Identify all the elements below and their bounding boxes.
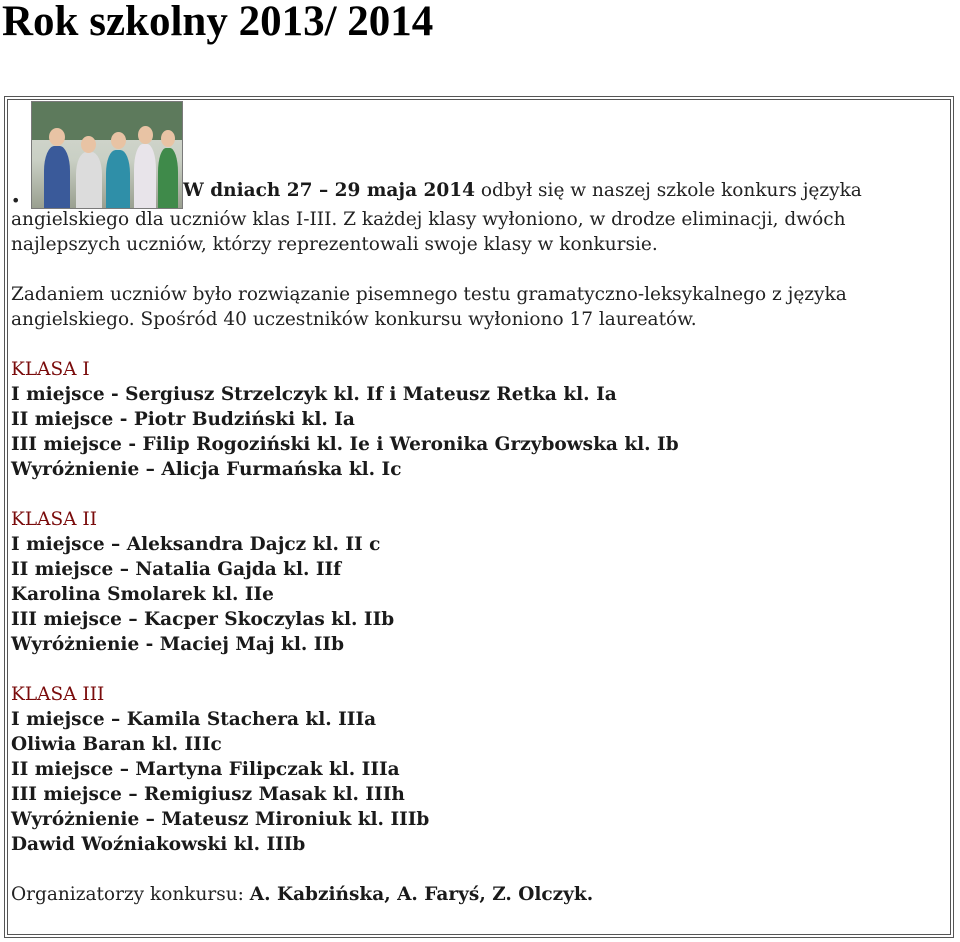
class-1-line: II miejsce - Piotr Budziński kl. Ia xyxy=(11,409,355,430)
photo-contest-winners xyxy=(31,101,183,209)
class-2-line: Karolina Smolarek kl. IIe xyxy=(11,584,274,605)
class-1-line: III miejsce - Filip Rogoziński kl. Ie i Weronika Grzybowska kl. Ib xyxy=(11,434,679,455)
article-content xyxy=(11,101,941,907)
organizers-label: Organizatorzy konkursu: xyxy=(11,884,250,905)
organizers-names: A. Kabzińska, A. Faryś, Z. Olczyk. xyxy=(249,884,594,905)
class-1-line: I miejsce - Sergiusz Strzelczyk kl. If i Mateusz Retka kl. Ia xyxy=(11,384,617,405)
class-2-line: III miejsce – Kacper Skoczylas kl. IIb xyxy=(11,609,395,630)
intro-line3: najlepszych uczniów, którzy reprezentowali swoje klasy w konkursie. xyxy=(11,234,658,255)
class-2-heading: KLASA II xyxy=(11,509,97,530)
class-3-line: Oliwia Baran kl. IIIc xyxy=(11,734,222,755)
intro-block xyxy=(11,101,941,257)
photo-row xyxy=(11,101,941,207)
class-1-line: Wyróżnienie – Alicja Furmańska kl. Ic xyxy=(11,459,402,480)
bullet-icon: • xyxy=(11,191,21,210)
intro-line2: angielskiego dla uczniów klas I-III. Z każdej klasy wyłoniono, w drodze eliminacji, dwóch xyxy=(11,209,846,230)
class-3-line: II miejsce – Martyna Filipczak kl. IIIa xyxy=(11,759,400,780)
class-2-line: Wyróżnienie - Maciej Maj kl. IIb xyxy=(11,634,344,655)
class-2-line: II miejsce – Natalia Gajda kl. IIf xyxy=(11,559,342,580)
class-3-line: Wyróżnienie – Mateusz Mironiuk kl. IIIb xyxy=(11,809,430,830)
class-3-heading: KLASA III xyxy=(11,684,105,705)
intro-line1-rest: odbył się w naszej szkole konkurs języka xyxy=(475,180,862,201)
class-2-line: I miejsce – Aleksandra Dajcz kl. II c xyxy=(11,534,381,555)
task-line2: angielskiego. Spośród 40 uczestników konkursu wyłoniono 17 laureatów. xyxy=(11,309,697,330)
class-3-line: I miejsce – Kamila Stachera kl. IIIa xyxy=(11,709,377,730)
class-3-line: Dawid Woźniakowski kl. IIIb xyxy=(11,834,306,855)
page-title: Rok szkolny 2013/ 2014 xyxy=(2,0,434,45)
content-frame xyxy=(4,96,954,938)
class-1-heading: KLASA I xyxy=(11,359,90,380)
class-3-line: III miejsce – Remigiusz Masak kl. IIIh xyxy=(11,784,405,805)
task-line1: Zadaniem uczniów było rozwiązanie pisemnego testu gramatyczno-leksykalnego z języka xyxy=(11,284,847,305)
contest-date: W dniach 27 – 29 maja 2014 xyxy=(183,180,476,201)
organizers xyxy=(11,882,941,907)
